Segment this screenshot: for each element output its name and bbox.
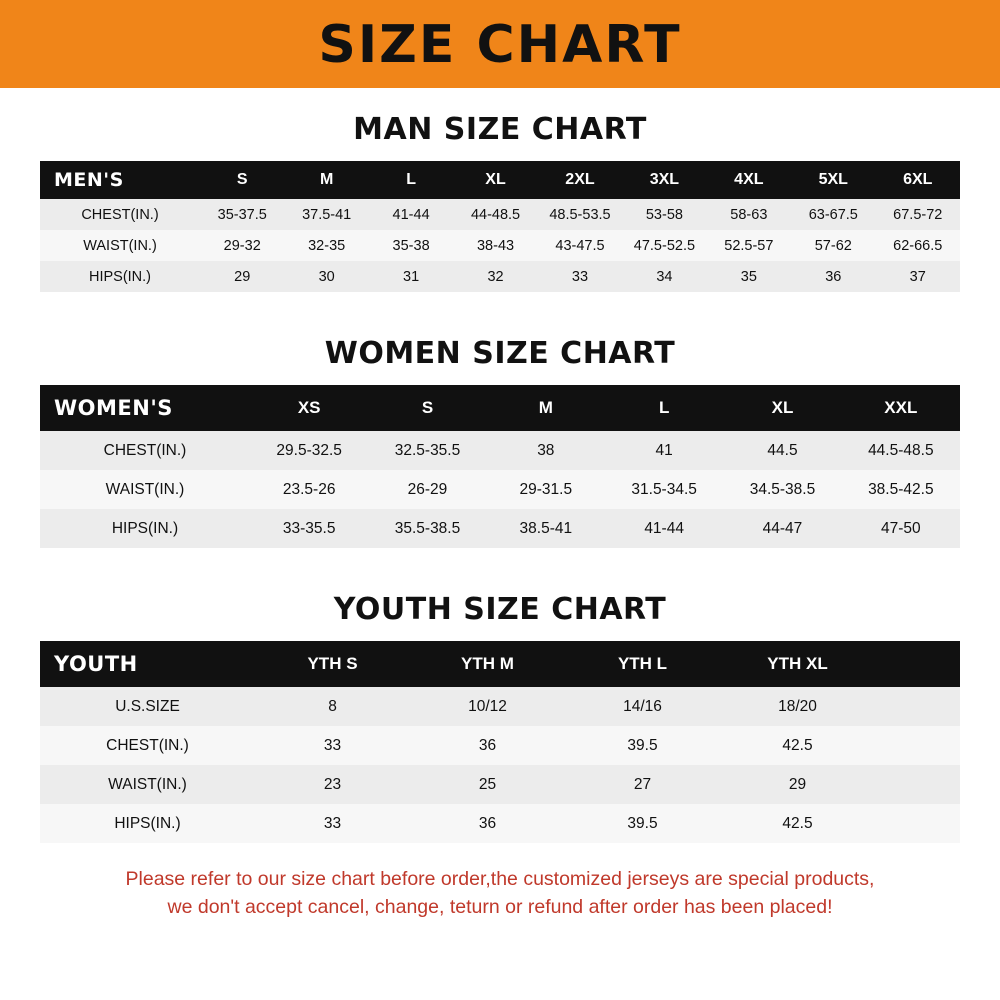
youth-row-label: CHEST(IN.) bbox=[40, 726, 255, 765]
youth-table-body bbox=[40, 687, 960, 843]
youth-col-header: YTH S bbox=[255, 641, 410, 687]
youth-cell: 25 bbox=[410, 765, 565, 804]
youth-size-table-wrap bbox=[40, 641, 960, 843]
women-cell: 34.5-38.5 bbox=[723, 470, 841, 509]
man-row-label: WAIST(IN.) bbox=[40, 230, 200, 261]
table-row bbox=[40, 431, 960, 470]
table-row bbox=[40, 509, 960, 548]
women-cell: 32.5-35.5 bbox=[368, 431, 486, 470]
table-row bbox=[40, 470, 960, 509]
table-row bbox=[40, 726, 960, 765]
man-cell: 29-32 bbox=[200, 230, 284, 261]
man-col-header: 2XL bbox=[538, 161, 622, 199]
table-row bbox=[40, 687, 960, 726]
man-cell: 30 bbox=[284, 261, 368, 292]
man-cell: 33 bbox=[538, 261, 622, 292]
youth-row-label: WAIST(IN.) bbox=[40, 765, 255, 804]
women-col-header: XS bbox=[250, 385, 368, 431]
women-row-label: HIPS(IN.) bbox=[40, 509, 250, 548]
disclaimer-line-2: we don't accept cancel, change, teturn or refund after order has been placed! bbox=[167, 896, 833, 919]
disclaimer-line-1: Please refer to our size chart before order,the customized jerseys are special products, bbox=[125, 868, 875, 890]
man-cell: 35-37.5 bbox=[200, 199, 284, 230]
man-cell: 63-67.5 bbox=[791, 199, 875, 230]
women-col-header: L bbox=[605, 385, 723, 431]
youth-cell: 42.5 bbox=[720, 804, 875, 843]
table-header-row bbox=[40, 641, 960, 687]
women-cell: 47-50 bbox=[842, 509, 960, 548]
women-col-header: XXL bbox=[842, 385, 960, 431]
youth-table-head bbox=[40, 641, 960, 687]
man-cell: 34 bbox=[622, 261, 706, 292]
man-cell: 32 bbox=[453, 261, 537, 292]
youth-header-filler bbox=[875, 641, 960, 687]
youth-cell: 42.5 bbox=[720, 726, 875, 765]
man-section-heading: MAN SIZE CHART bbox=[353, 112, 647, 147]
women-table-head bbox=[40, 385, 960, 431]
women-cell: 41-44 bbox=[605, 509, 723, 548]
man-cell: 53-58 bbox=[622, 199, 706, 230]
man-cell: 38-43 bbox=[453, 230, 537, 261]
man-cell: 32-35 bbox=[284, 230, 368, 261]
women-cell: 31.5-34.5 bbox=[605, 470, 723, 509]
man-row-label: HIPS(IN.) bbox=[40, 261, 200, 292]
women-col-header: M bbox=[487, 385, 605, 431]
man-row-label: CHEST(IN.) bbox=[40, 199, 200, 230]
youth-size-table bbox=[40, 641, 960, 843]
man-col-header: 5XL bbox=[791, 161, 875, 199]
table-header-row bbox=[40, 385, 960, 431]
youth-cell-filler bbox=[875, 726, 960, 765]
table-row bbox=[40, 261, 960, 292]
man-col-header: 4XL bbox=[707, 161, 791, 199]
man-cell: 67.5-72 bbox=[876, 199, 961, 230]
man-size-table-wrap bbox=[40, 161, 960, 292]
man-cell: 35 bbox=[707, 261, 791, 292]
man-cell: 44-48.5 bbox=[453, 199, 537, 230]
man-size-table bbox=[40, 161, 960, 292]
youth-cell: 29 bbox=[720, 765, 875, 804]
youth-row-label: U.S.SIZE bbox=[40, 687, 255, 726]
man-cell: 29 bbox=[200, 261, 284, 292]
man-cell: 47.5-52.5 bbox=[622, 230, 706, 261]
youth-col-header: YTH L bbox=[565, 641, 720, 687]
women-cell: 29-31.5 bbox=[487, 470, 605, 509]
man-cell: 48.5-53.5 bbox=[538, 199, 622, 230]
women-cell: 44-47 bbox=[723, 509, 841, 548]
women-section-heading: WOMEN SIZE CHART bbox=[324, 336, 676, 371]
youth-cell: 23 bbox=[255, 765, 410, 804]
youth-cell: 36 bbox=[410, 726, 565, 765]
table-row bbox=[40, 230, 960, 261]
table-row bbox=[40, 199, 960, 230]
youth-cell: 39.5 bbox=[565, 804, 720, 843]
youth-cell-filler bbox=[875, 765, 960, 804]
table-header-row bbox=[40, 161, 960, 199]
youth-cell: 33 bbox=[255, 804, 410, 843]
youth-cell: 39.5 bbox=[565, 726, 720, 765]
man-cell: 36 bbox=[791, 261, 875, 292]
man-corner-label: MEN'S bbox=[40, 161, 200, 199]
page-title: SIZE CHART bbox=[318, 15, 682, 75]
youth-cell: 8 bbox=[255, 687, 410, 726]
youth-cell-filler bbox=[875, 687, 960, 726]
women-cell: 23.5-26 bbox=[250, 470, 368, 509]
women-cell: 29.5-32.5 bbox=[250, 431, 368, 470]
man-cell: 58-63 bbox=[707, 199, 791, 230]
man-col-header: S bbox=[200, 161, 284, 199]
man-cell: 35-38 bbox=[369, 230, 453, 261]
women-cell: 38 bbox=[487, 431, 605, 470]
women-row-label: WAIST(IN.) bbox=[40, 470, 250, 509]
man-cell: 41-44 bbox=[369, 199, 453, 230]
man-cell: 31 bbox=[369, 261, 453, 292]
youth-section-heading: YOUTH SIZE CHART bbox=[333, 592, 667, 627]
youth-row-label: HIPS(IN.) bbox=[40, 804, 255, 843]
youth-corner-label: YOUTH bbox=[40, 641, 255, 687]
women-cell: 38.5-41 bbox=[487, 509, 605, 548]
women-size-table bbox=[40, 385, 960, 548]
man-cell: 52.5-57 bbox=[707, 230, 791, 261]
youth-cell: 10/12 bbox=[410, 687, 565, 726]
man-col-header: 3XL bbox=[622, 161, 706, 199]
youth-col-header: YTH M bbox=[410, 641, 565, 687]
man-table-body bbox=[40, 199, 960, 292]
women-table-body bbox=[40, 431, 960, 548]
women-size-table-wrap bbox=[40, 385, 960, 548]
youth-col-header: YTH XL bbox=[720, 641, 875, 687]
man-cell: 37 bbox=[876, 261, 961, 292]
youth-cell: 14/16 bbox=[565, 687, 720, 726]
women-cell: 26-29 bbox=[368, 470, 486, 509]
youth-cell: 18/20 bbox=[720, 687, 875, 726]
women-corner-label: WOMEN'S bbox=[40, 385, 250, 431]
man-col-header: 6XL bbox=[876, 161, 961, 199]
header-banner bbox=[0, 0, 1000, 88]
table-row bbox=[40, 765, 960, 804]
youth-cell-filler bbox=[875, 804, 960, 843]
women-cell: 38.5-42.5 bbox=[842, 470, 960, 509]
table-row bbox=[40, 804, 960, 843]
women-cell: 35.5-38.5 bbox=[368, 509, 486, 548]
women-cell: 41 bbox=[605, 431, 723, 470]
man-col-header: L bbox=[369, 161, 453, 199]
youth-cell: 33 bbox=[255, 726, 410, 765]
man-col-header: XL bbox=[453, 161, 537, 199]
man-cell: 62-66.5 bbox=[876, 230, 961, 261]
man-col-header: M bbox=[284, 161, 368, 199]
women-cell: 33-35.5 bbox=[250, 509, 368, 548]
women-cell: 44.5-48.5 bbox=[842, 431, 960, 470]
women-row-label: CHEST(IN.) bbox=[40, 431, 250, 470]
man-cell: 37.5-41 bbox=[284, 199, 368, 230]
man-cell: 43-47.5 bbox=[538, 230, 622, 261]
youth-cell: 27 bbox=[565, 765, 720, 804]
man-cell: 57-62 bbox=[791, 230, 875, 261]
youth-cell: 36 bbox=[410, 804, 565, 843]
disclaimer-note bbox=[26, 865, 974, 922]
women-cell: 44.5 bbox=[723, 431, 841, 470]
women-col-header: XL bbox=[723, 385, 841, 431]
women-col-header: S bbox=[368, 385, 486, 431]
man-table-head bbox=[40, 161, 960, 199]
